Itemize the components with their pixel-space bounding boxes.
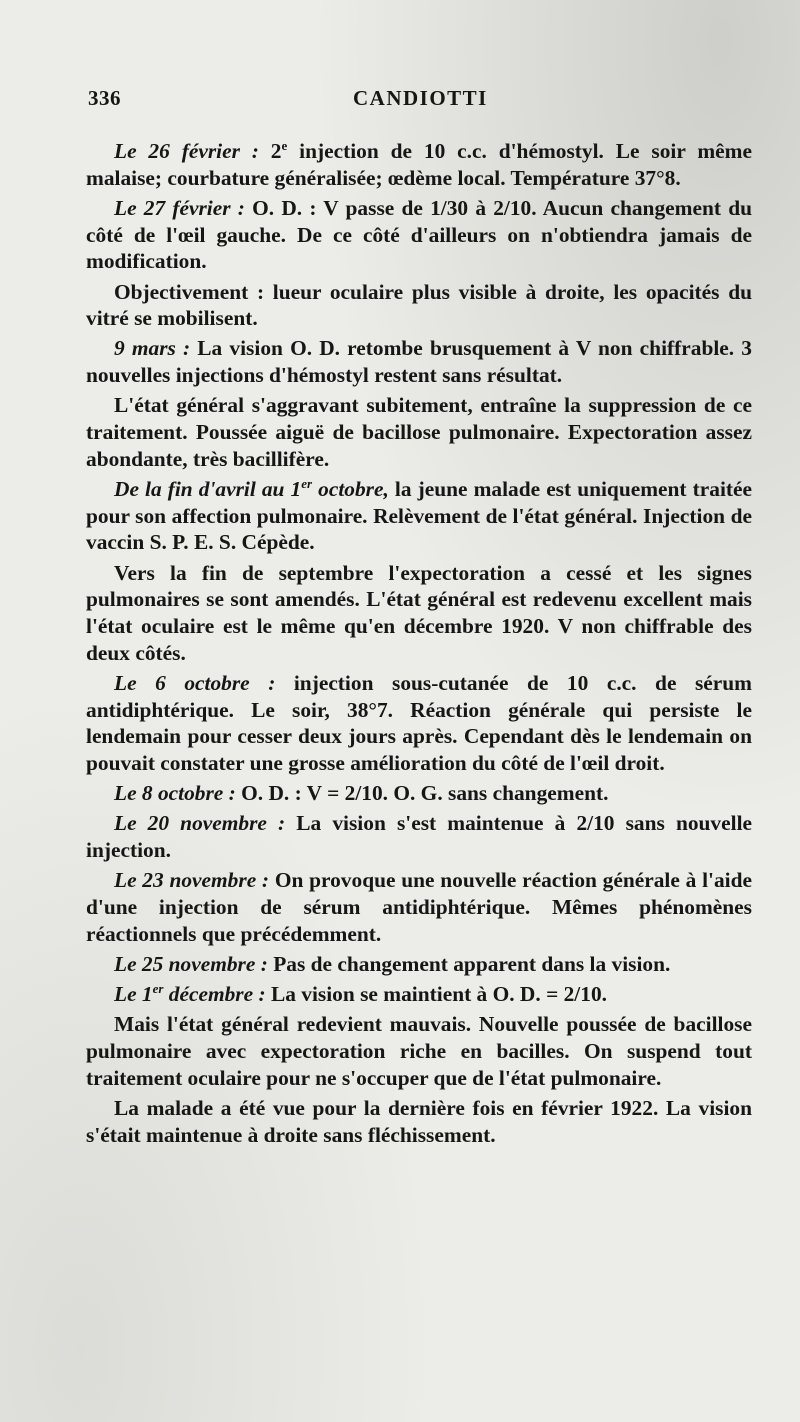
paragraph-text: L'état général s'aggravant subitement, entraîne la suppression de ce traitement. Poussée aiguë de bacillose pulmonaire. Expectoration assez abondante, très bacillifère. (86, 393, 752, 471)
paragraph-text: Objectivement : lueur oculaire plus visible à droite, les opacités du vitré se mobilisent. (86, 279, 752, 331)
paragraph-dec-1 (86, 981, 752, 1008)
paragraph-text: La vision s'est maintenue à 2/10 sans nouvelle injection. (86, 811, 753, 863)
paragraph-etat-general (86, 392, 752, 472)
running-title: CANDIOTTI (353, 86, 488, 110)
paragraph-text: O. D. : V = 2/10. O. G. sans changement. (235, 781, 609, 806)
paragraph-feb-26 (86, 138, 752, 191)
paragraph-septembre (86, 560, 752, 667)
body-text (86, 138, 752, 1152)
paragraph-objectivement (86, 279, 752, 332)
paragraph-text: Vers la fin de septembre l'expectoration a cessé et les signes pulmonaires se sont amendés. L'état général est redevenu excellent mais l'état oculaire est le même qu'en décembre 1920. V non chiffrable des deux côtés. (86, 560, 752, 665)
paragraph-text: La malade a été vue pour la dernière fois en février 1922. La vision s'était maintenue à droite sans fléchissement. (86, 1095, 752, 1147)
paragraph-lead: 9 mars : (114, 336, 191, 361)
paragraph-text: Pas de changement apparent dans la vision. (267, 951, 671, 976)
paragraph-text: 2e injection de 10 c.c. d'hémostyl. Le soir même malaise; courbature généralisée; œdème local. Température 37°8. (86, 138, 752, 190)
paragraph-lead: Le 20 novembre : (114, 811, 286, 836)
paragraph-nov-20 (86, 810, 752, 863)
paragraph-etat-mauvais (86, 1011, 752, 1091)
paragraph-text: Mais l'état général redevient mauvais. Nouvelle poussée de bacillose pulmonaire avec expectoration riche en bacilles. On suspend tout traitement oculaire pour ne s'occuper que de l'état pulmonaire. (86, 1012, 752, 1090)
paragraph-feb-27 (86, 195, 752, 275)
paragraph-text: La vision se maintient à O. D. = 2/10. (265, 982, 607, 1007)
paragraph-oct-8 (86, 780, 752, 807)
paragraph-nov-23 (86, 867, 752, 947)
paragraph-lead: Le 23 novembre : (114, 868, 270, 893)
paragraph-text: O. D. : V passe de 1/30 à 2/10. Aucun changement du côté de l'œil gauche. De ce côté d'ailleurs on n'obtiendra jamais de modification. (86, 195, 752, 274)
paragraph-lead: Le 6 octobre : (114, 670, 276, 695)
paragraph-lead: Le 8 octobre : (114, 781, 236, 806)
paragraph-lead: De la fin d'avril au 1er octobre, (114, 475, 389, 501)
page-number: 336 (88, 86, 121, 110)
paragraph-avril-octobre (86, 476, 752, 556)
paragraph-lead: Le 26 février : (114, 139, 259, 163)
paragraph-oct-6 (86, 670, 752, 777)
paragraph-lead: Le 27 février : (114, 195, 245, 220)
paragraph-text: On provoque une nouvelle réaction générale à l'aide d'une injection de sérum antidiphtérique. Mêmes phénomènes réactionnels que précédemment. (86, 868, 752, 946)
paragraph-derniere-visite (86, 1095, 752, 1148)
paragraph-lead: Le 1er décembre : (114, 981, 266, 1007)
paragraph-text: injection sous-cutanée de 10 c.c. de sérum antidiphtérique. Le soir, 38°7. Réaction générale qui persiste le lendemain pour cesser deux jours après. Cependant dès le lendemain on pouvait constater une grosse amélioration du côté de l'œil droit. (86, 670, 753, 775)
paragraph-text: La vision O. D. retombe brusquement à V non chiffrable. 3 nouvelles injections d'hémostyl restent sans résultat. (86, 336, 752, 388)
page-header (88, 86, 752, 116)
paragraph-mar-9 (86, 335, 752, 388)
paragraph-nov-25 (86, 951, 752, 978)
paragraph-text: la jeune malade est uniquement traitée pour son affection pulmonaire. Relèvement de l'état général. Injection de vaccin S. P. E. S. Cépède. (86, 476, 752, 555)
paragraph-lead: Le 25 novembre : (114, 951, 268, 976)
